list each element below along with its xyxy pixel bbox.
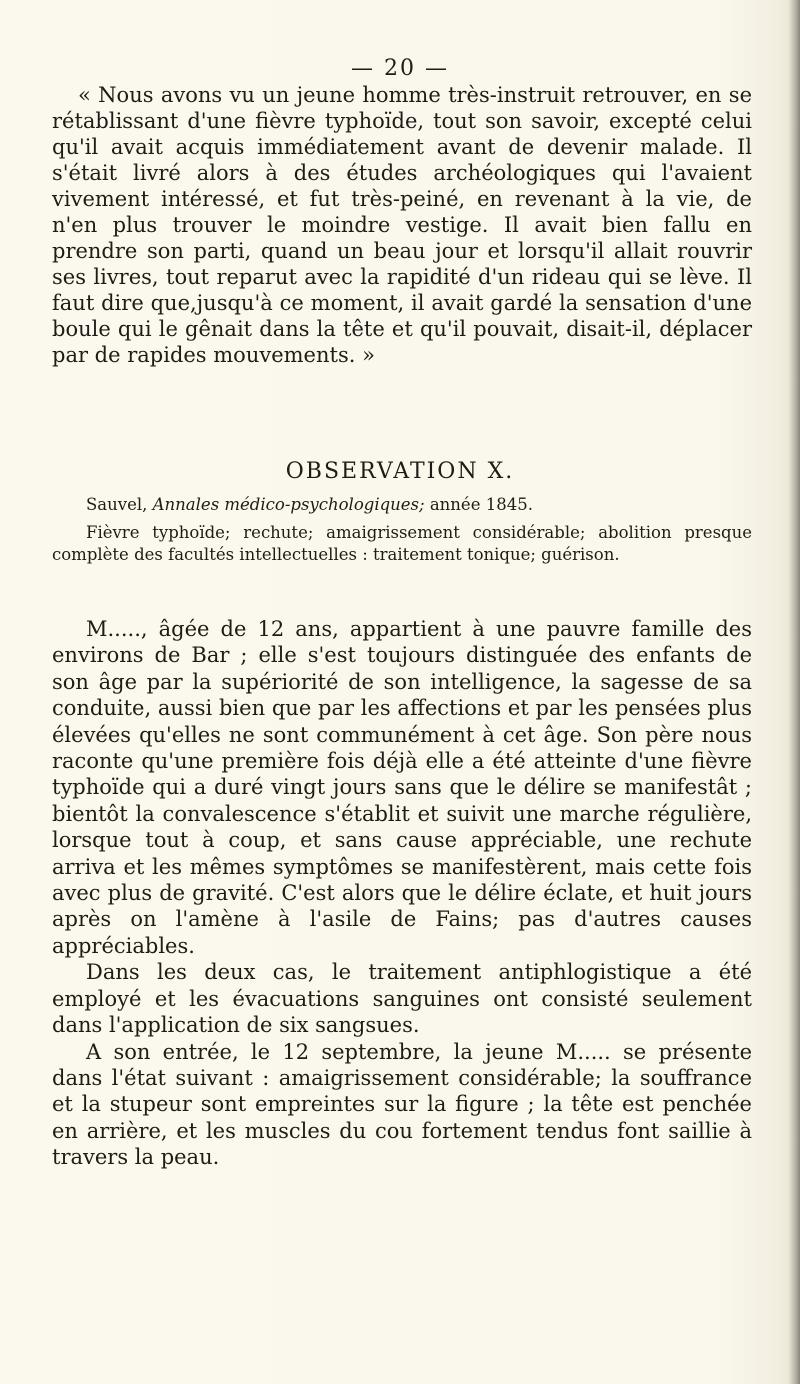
reference-year: année 1845. — [429, 495, 533, 514]
paragraph-4: A son entrée, le 12 septembre, la jeune M..... se présente dans l'état suivant : amaigrissement considérable; la souffrance et la stupeur sont empreintes sur la figure ; la tête est penchée en arrière, et les muscles du cou fortement tendus font saillie à travers la peau. — [52, 1039, 752, 1170]
reference-journal: Annales médico-psychologiques; — [152, 495, 425, 514]
case-summary — [52, 522, 752, 566]
reference-line — [52, 494, 752, 516]
reference-author: Sauvel, — [86, 495, 148, 514]
page-edge-shadow — [788, 0, 800, 1384]
summary-text: Fièvre typhoïde; rechute; amaigrissement considérable; abolition presque complète des facultés intellectuelles : traitement tonique; guérison. — [52, 523, 752, 564]
paragraph-1: « Nous avons vu un jeune homme très-instruit retrouver, en se rétablissant d'une fièvre typhoïde, tout son savoir, excepté celui qu'il avait acquis immédiatement avant de devenir malade. Il s'était livré alors à des études archéologiques qui l'avaient vivement intéressé, et fut très-peiné, en revenant à la vie, de n'en plus trouver le moindre vestige. Il avait bien fallu en prendre son parti, quand un beau jour et lorsqu'il allait rouvrir ses livres, tout reparut avec la rapidité d'un rideau qui se lève. Il faut dire que,jusqu'à ce moment, il avait gardé la sensation d'une boule qui le gênait dans la tête et qu'il pouvait, disait-il, déplacer par de rapides mouvements. » — [52, 83, 752, 367]
observation-heading: OBSERVATION X. — [285, 459, 515, 484]
paragraph-3: Dans les deux cas, le traitement antiphlogistique a été employé et les évacuations sanguines ont consisté seulement dans l'application de six sangsues. — [52, 960, 752, 1038]
paragraph-quote — [52, 82, 752, 368]
page-number: — 20 — — [351, 56, 449, 81]
paragraph-2: M....., âgée de 12 ans, appartient à une pauvre famille des environs de Bar ; elle s'est toujours distinguée des enfants de son âge par la supériorité de son intelligence, la sagesse de sa conduite, aussi bien que par les affections et par les pensées plus élevées qu'elles ne sont communément à cet âge. Son père nous raconte qu'une première fois déjà elle a été atteinte d'une fièvre typhoïde qui a duré vingt jours sans que le délire se manifestât ; bientôt la convalescence s'établit et suivit une marche régulière, lorsque tout à coup, et sans cause appréciable, une rechute arriva et les mêmes symptômes se manifestèrent, mais cette fois avec plus de gravité. C'est alors que le délire éclate, et huit jours après on l'amène à l'asile de Fains; pas d'autres causes appréciables. — [52, 617, 752, 958]
case-body — [52, 616, 752, 1171]
